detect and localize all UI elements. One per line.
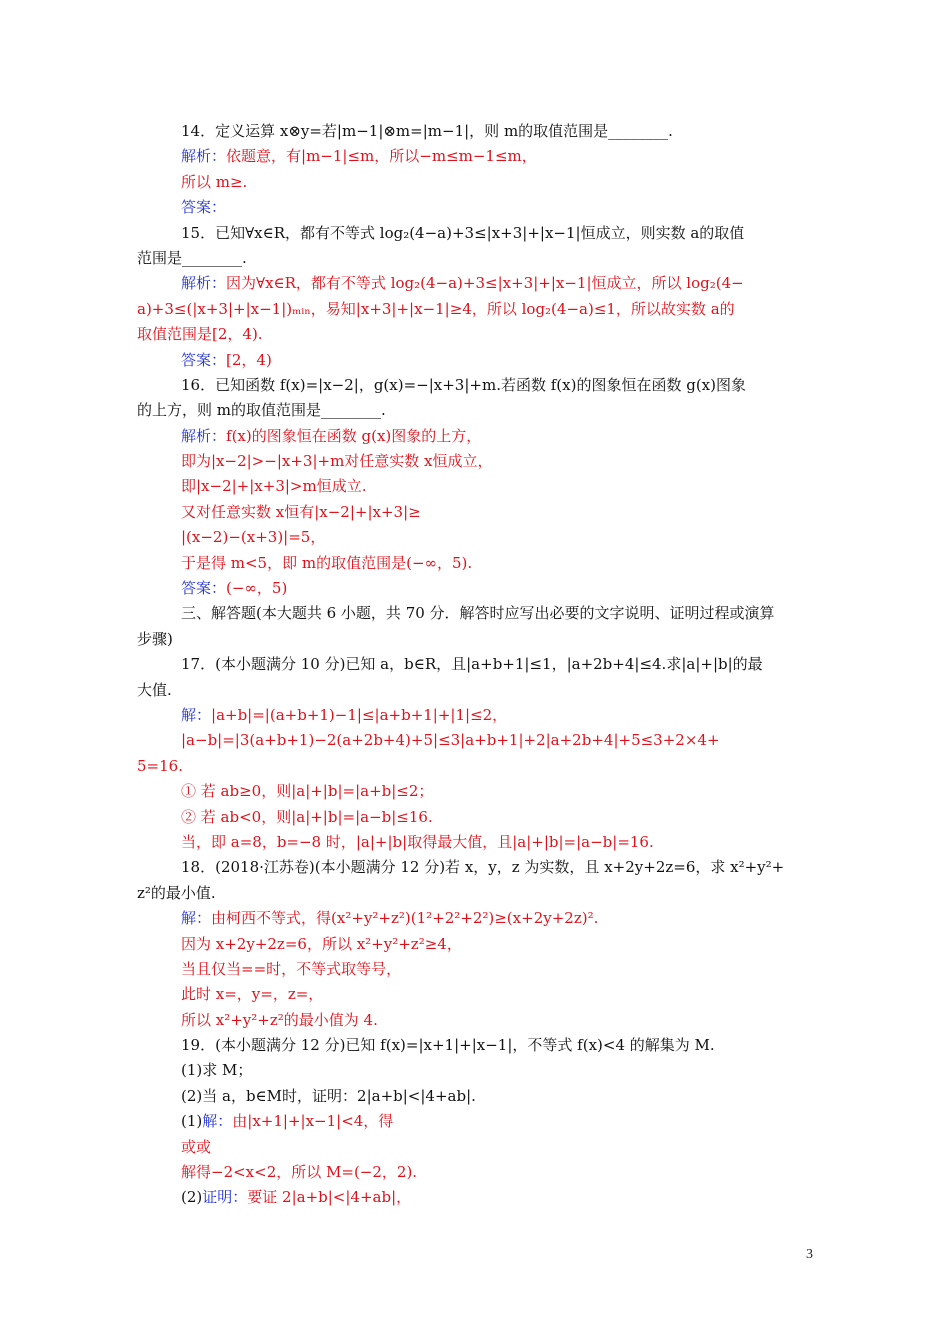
- question-text: z²的最小值.: [137, 883, 216, 902]
- question-text: (1): [181, 1112, 203, 1131]
- solution-text: 取值范围是[2，4).: [137, 325, 263, 344]
- question-text: 15．已知∀x∈R，都有不等式 log₂(4−a)+3≤|x+3|+|x−1|恒成立，则实数 a的取值: [181, 223, 745, 242]
- solution-label: 答案：: [181, 198, 227, 217]
- question-text: (2): [181, 1188, 203, 1207]
- text-line: [137, 119, 817, 144]
- text-line: [137, 170, 817, 195]
- question-text: 大值.: [137, 680, 172, 699]
- text-line: [137, 1033, 817, 1058]
- text-line: [137, 500, 817, 525]
- document-body: [137, 119, 817, 1211]
- text-line: [137, 348, 817, 373]
- solution-text: a)+3≤(|x+3|+|x−1|)ₘᵢₙ，易知|x+3|+|x−1|≥4，所以 log₂(4−a)≤1，所以故实数 a的: [137, 299, 735, 318]
- solution-label: 答案：: [181, 350, 227, 369]
- solution-text: 所以 m≥.: [181, 172, 248, 191]
- text-line: [137, 424, 817, 449]
- solution-text: |a−b|=|3(a+b+1)−2(a+2b+4)+5|≤3|a+b+1|+2|a+2b+4|+5≤3+2×4+: [181, 731, 720, 750]
- text-line: [137, 195, 817, 220]
- question-text: 16．已知函数 f(x)=|x−2|，g(x)=−|x+3|+m.若函数 f(x)的图象恒在函数 g(x)图象: [181, 375, 746, 394]
- text-line: [137, 754, 817, 779]
- question-text: 17．(本小题满分 10 分)已知 a，b∈R，且|a+b+1|≤1，|a+2b+4|≤4.求|a|+|b|的最: [181, 655, 763, 674]
- solution-text: 于是得 m<5，即 m的取值范围是(−∞，5).: [181, 553, 473, 572]
- solution-text: 由柯西不等式，得(x²+y²+z²)(1²+2²+2²)≥(x+2y+2z)².: [211, 909, 599, 928]
- solution-text: |(x−2)−(x+3)|=5，: [181, 528, 326, 547]
- text-line: [137, 1160, 817, 1185]
- text-line: [137, 1084, 817, 1109]
- solution-text: ① 若 ab≥0，则|a|+|b|=|a+b|≤2；: [181, 782, 434, 801]
- solution-text: 或或: [181, 1137, 212, 1156]
- question-text: 14．定义运算 x⊗y=若|m−1|⊗m=|m−1|，则 m的取值范围是________.: [181, 122, 673, 140]
- solution-label: 解：: [181, 705, 212, 724]
- solution-label: 答案：: [181, 579, 227, 598]
- text-line: [137, 449, 817, 474]
- text-line: [137, 221, 817, 246]
- solution-text: 当，即 a=8，b=−8 时，|a|+|b|取得最大值，且|a|+|b|=|a−b|=16.: [181, 832, 654, 851]
- solution-text: 所以 x²+y²+z²的最小值为 4.: [181, 1010, 378, 1029]
- text-line: [137, 906, 817, 931]
- text-line: [137, 957, 817, 982]
- solution-text: (−∞，5): [226, 579, 288, 598]
- question-text: 18．(2018·江苏卷)(本小题满分 12 分)若 x，y，z 为实数，且 x+2y+2z=6，求 x²+y²+: [181, 858, 785, 877]
- question-text: 范围是________.: [137, 248, 247, 267]
- text-line: [137, 271, 817, 296]
- solution-text: 即为|x−2|>−|x+3|+m对任意实数 x恒成立，: [181, 452, 493, 471]
- solution-text: 要证 2|a+b|<|4+ab|，: [247, 1188, 412, 1207]
- text-line: [137, 728, 817, 753]
- solution-text: 因为∀x∈R，都有不等式 log₂(4−a)+3≤|x+3|+|x−1|恒成立，所以 log₂(4−: [226, 274, 744, 293]
- text-line: [137, 932, 817, 957]
- text-line: [137, 398, 817, 423]
- text-line: [137, 805, 817, 830]
- solution-label: 解析：: [181, 147, 227, 166]
- text-line: [137, 601, 817, 626]
- solution-text: 又对任意实数 x恒有|x−2|+|x+3|≥: [181, 502, 421, 521]
- text-line: [137, 297, 817, 322]
- text-line: [137, 652, 817, 677]
- text-line: [137, 1008, 817, 1033]
- text-line: [137, 1185, 817, 1210]
- question-text: 步骤): [137, 629, 173, 648]
- page-number: 3: [806, 1247, 813, 1262]
- solution-text: 即|x−2|+|x+3|>m恒成立.: [181, 477, 367, 496]
- question-text: (2)当 a，b∈M时，证明：2|a+b|<|4+ab|.: [181, 1086, 476, 1105]
- question-text: 的上方，则 m的取值范围是________.: [137, 401, 386, 420]
- question-text: 三、解答题(本大题共 6 小题，共 70 分．解答时应写出必要的文字说明、证明过程或演算: [181, 604, 775, 623]
- solution-text: 解得−2<x<2，所以 M=(−2，2).: [181, 1163, 418, 1182]
- text-line: [137, 1058, 817, 1083]
- text-line: [137, 830, 817, 855]
- solution-label: 解析：: [181, 274, 227, 293]
- text-line: [137, 551, 817, 576]
- text-line: [137, 576, 817, 601]
- solution-text: |a+b|=|(a+b+1)−1|≤|a+b+1|+|1|≤2，: [211, 705, 508, 724]
- text-line: [137, 322, 817, 347]
- text-line: [137, 373, 817, 398]
- text-line: [137, 627, 817, 652]
- solution-text: 依题意，有|m−1|≤m，所以−m≤m−1≤m，: [226, 147, 537, 166]
- text-line: [137, 144, 817, 169]
- solution-label: 解析：: [181, 426, 227, 445]
- solution-text: 此时 x=，y=，z=，: [181, 985, 324, 1004]
- text-line: [137, 678, 817, 703]
- solution-text: 因为 x+2y+2z=6，所以 x²+y²+z²≥4，: [181, 934, 462, 953]
- solution-label: 解：: [181, 909, 212, 928]
- solution-label: 解：: [202, 1112, 233, 1131]
- text-line: [137, 1135, 817, 1160]
- solution-text: f(x)的图象恒在函数 g(x)图象的上方，: [226, 426, 482, 445]
- text-line: [137, 855, 817, 880]
- solution-text: [2，4): [226, 350, 272, 369]
- solution-text: 当且仅当==时，不等式取等号，: [181, 959, 402, 978]
- text-line: [137, 474, 817, 499]
- text-line: [137, 1109, 817, 1134]
- solution-label: 证明：: [202, 1188, 248, 1207]
- solution-text: 5=16.: [137, 756, 183, 775]
- text-line: [137, 525, 817, 550]
- question-text: (1)求 M；: [181, 1061, 253, 1080]
- solution-text: ② 若 ab<0，则|a|+|b|=|a−b|≤16.: [181, 807, 433, 826]
- question-text: 19．(本小题满分 12 分)已知 f(x)=|x+1|+|x−1|，不等式 f(x)<4 的解集为 M.: [181, 1036, 715, 1055]
- text-line: [137, 246, 817, 271]
- text-line: [137, 703, 817, 728]
- solution-text: 由|x+1|+|x−1|<4，得: [232, 1112, 394, 1131]
- text-line: [137, 982, 817, 1007]
- text-line: [137, 779, 817, 804]
- text-line: [137, 881, 817, 906]
